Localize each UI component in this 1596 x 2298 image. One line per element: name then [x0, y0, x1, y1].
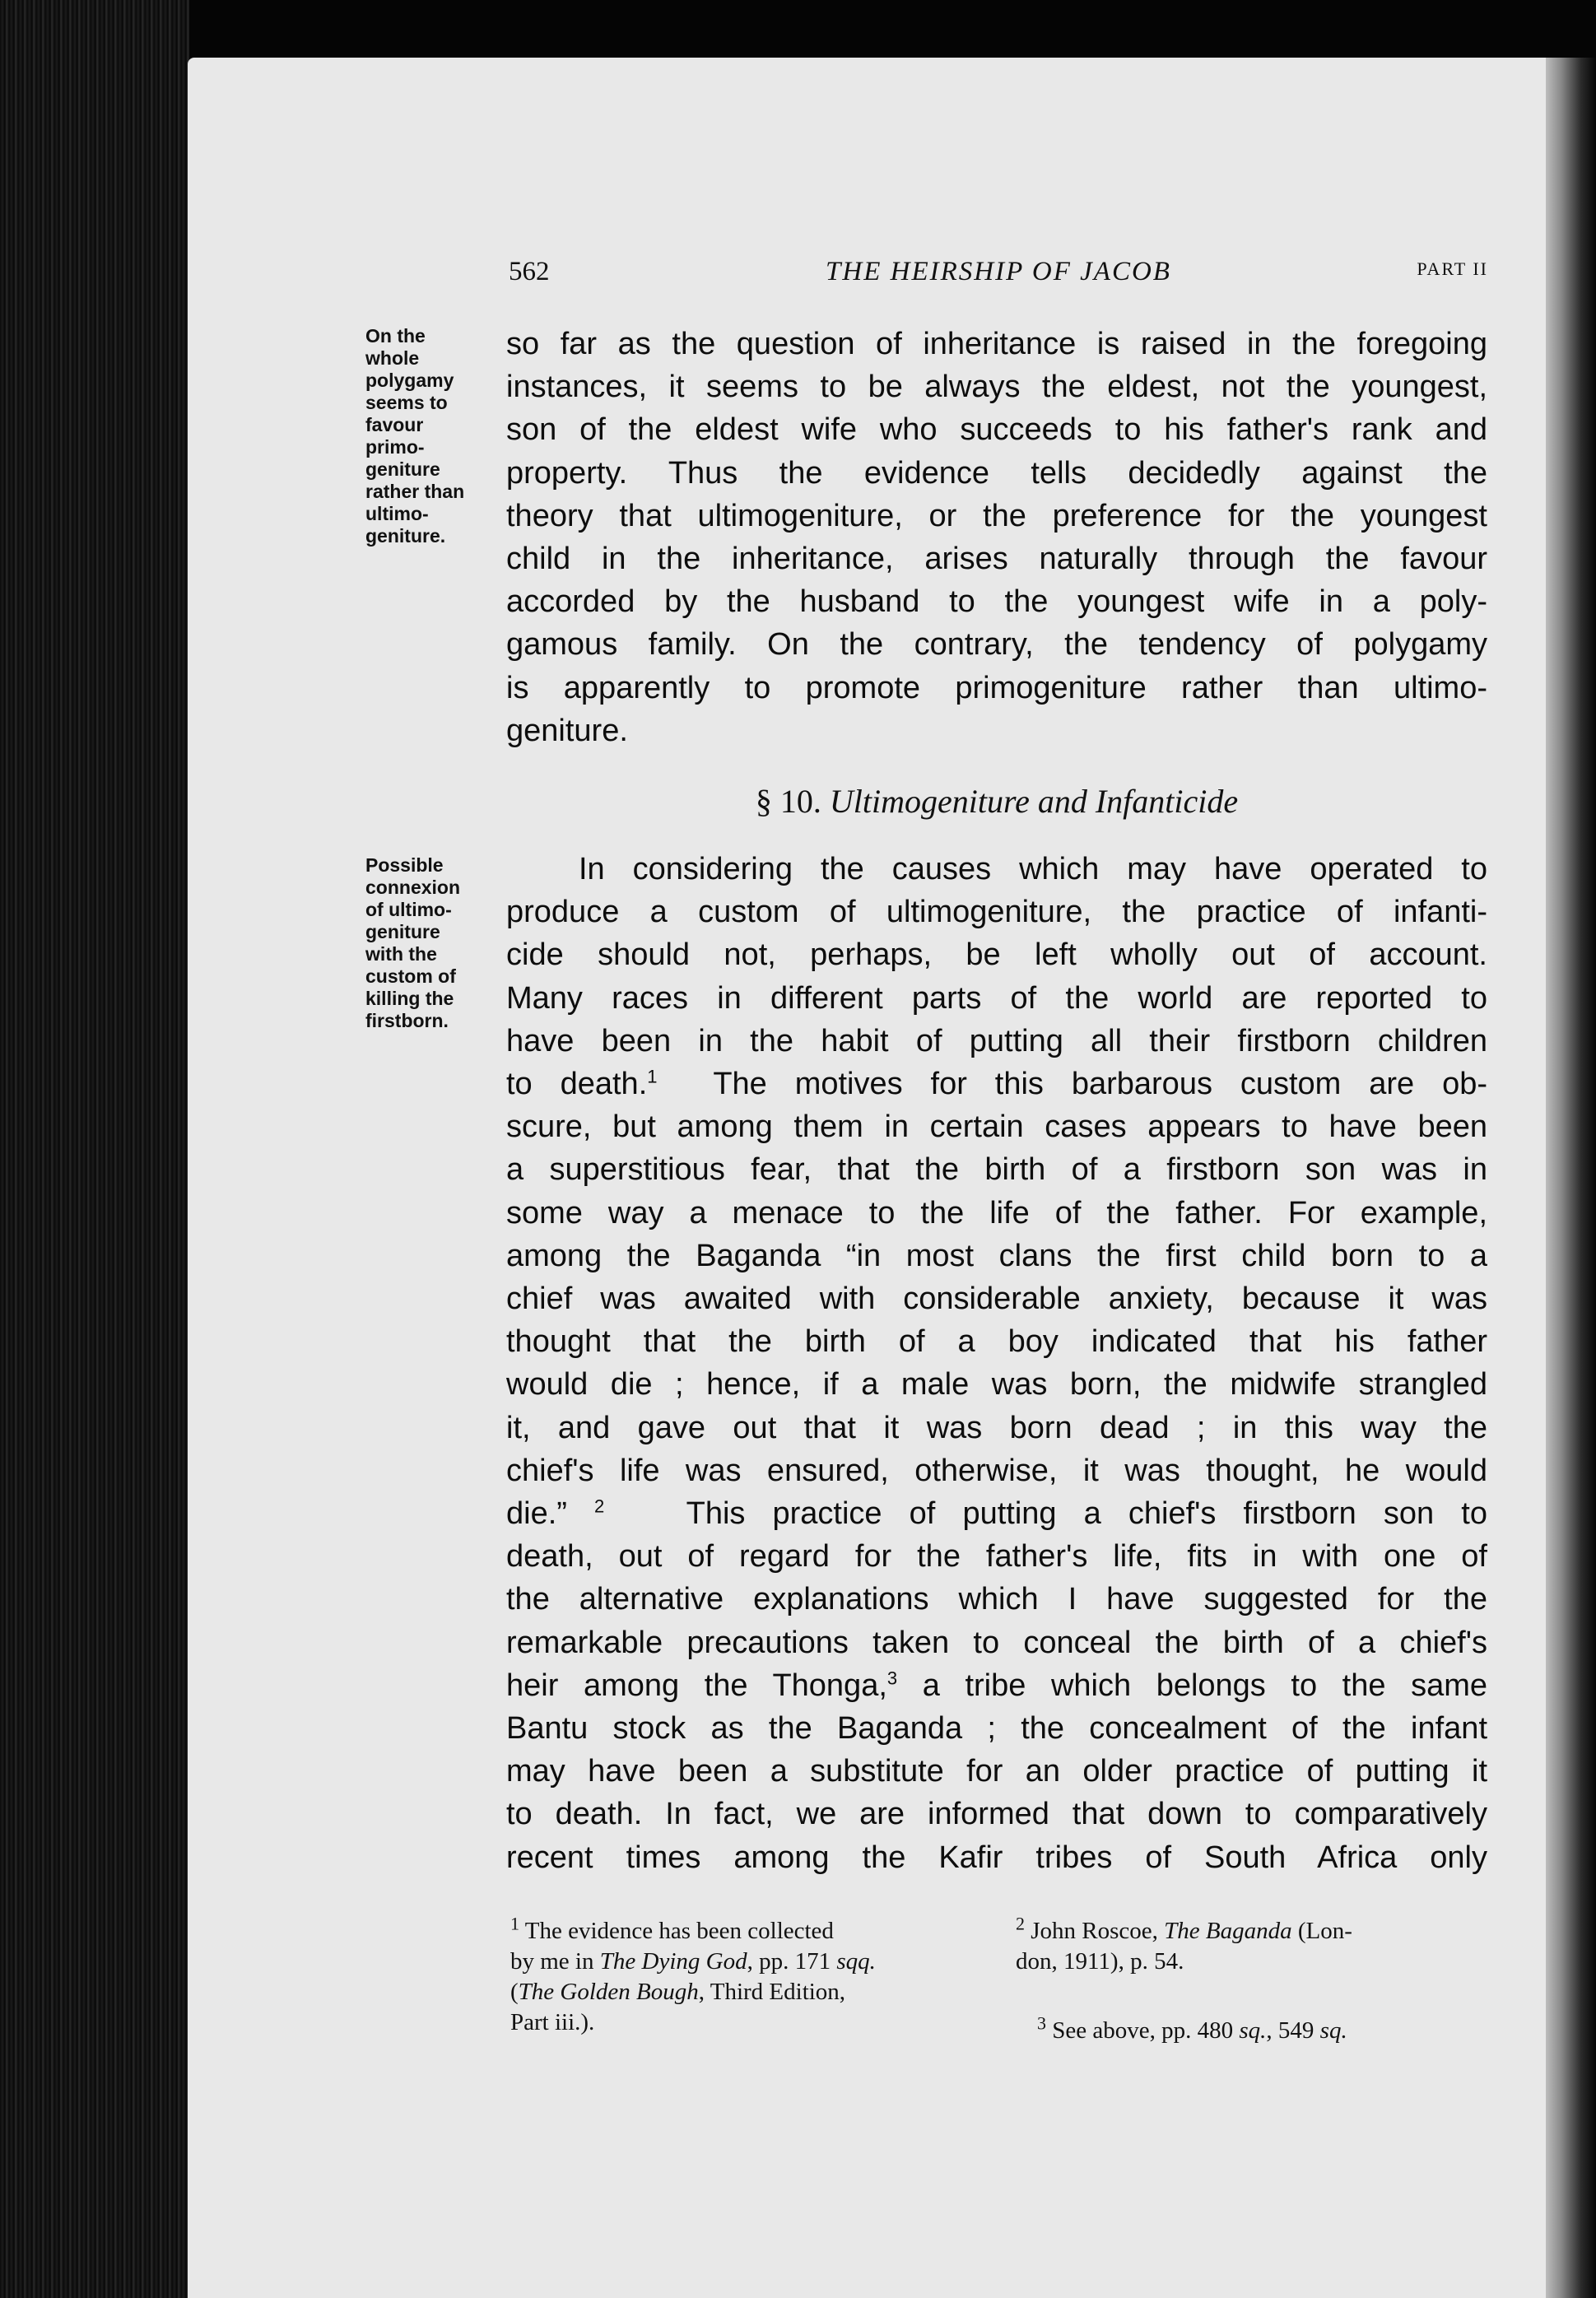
text-line: theory that ultimogeniture, or the preference for the youngest — [506, 498, 1487, 533]
text-span: heir among the Thonga, — [506, 1668, 887, 1703]
footnote-ref: 1 — [647, 1066, 658, 1087]
sidenote-line: rather than — [365, 481, 465, 502]
text-line — [506, 1664, 1487, 1707]
sidenote-infanticide — [365, 854, 497, 1032]
text-line: thought that the birth of a boy indicated that his father — [506, 1324, 1487, 1360]
part-label: PART II — [1417, 258, 1488, 279]
text-line: so far as the question of inheritance is raised in the foregoing — [506, 327, 1487, 361]
paragraph-1 — [506, 323, 1487, 752]
sidenote-line: geniture — [365, 458, 440, 480]
footnote-text: John Roscoe, — [1031, 1918, 1165, 1944]
footnote-text: ( — [510, 1979, 519, 2005]
footnote-text: The evidence has been collected — [524, 1918, 834, 1944]
sidenote-line: custom of — [365, 965, 456, 987]
footnote-marker: 3 — [1037, 2012, 1046, 2034]
footnote-text: don, 1911), p. 54. — [1016, 1948, 1184, 1975]
text-line: In considering the causes which may have operated to — [579, 852, 1487, 886]
footnote-text: , Third Edition, — [698, 1979, 846, 2005]
sidenote-line: seems to — [365, 392, 448, 413]
book-spine — [0, 0, 189, 2298]
text-line: son of the eldest wife who succeeds to his father's rank and — [506, 412, 1487, 448]
footnote-marker: 1 — [510, 1913, 519, 1934]
sidenote-line: primo- — [365, 436, 425, 458]
footnote-ref: 3 — [886, 1668, 898, 1689]
footnote-text: See above, pp. 480 — [1052, 2017, 1240, 2044]
footnote-ref: 2 — [594, 1496, 605, 1517]
text-line: it, and gave out that it was born dead ; in this way the — [506, 1410, 1487, 1445]
text-span: die.” — [506, 1496, 567, 1532]
footnote-text: , pp. 171 — [747, 1948, 837, 1975]
text-span: a tribe which belongs to the same — [922, 1668, 1487, 1703]
text-line — [506, 1063, 1487, 1105]
text-line: death, out of regard for the father's life, fits in with one of — [506, 1539, 1487, 1575]
paragraph-2 — [506, 848, 1487, 1879]
sidenote-line: ultimo- — [365, 503, 429, 524]
footnote-2 — [1016, 1913, 1493, 1977]
footnote-1 — [510, 1913, 971, 2038]
footnote-title: The Baganda — [1164, 1918, 1292, 1944]
sidenote-line: of ultimo- — [365, 899, 452, 920]
footnote-marker: 2 — [1016, 1913, 1025, 1934]
footnote-text: by me in — [510, 1948, 600, 1975]
footnote-abbrev: sqq. — [836, 1948, 876, 1975]
text-line: chief was awaited with considerable anxiety, because it was — [506, 1282, 1487, 1317]
text-line: among the Baganda “in most clans the first child born to a — [506, 1238, 1487, 1273]
section-title: Ultimogeniture and Infanticide — [829, 783, 1239, 820]
running-title: THE HEIRSHIP OF JACOB — [826, 257, 1171, 286]
sidenote-line: geniture — [365, 921, 440, 942]
text-line: Many races in different parts of the world are reported to — [506, 980, 1487, 1016]
sidenote-line: firstborn. — [365, 1010, 449, 1031]
text-span: to death. — [506, 1067, 648, 1102]
section-mark: § 10. — [755, 783, 821, 820]
text-line: to death. In fact, we are informed that down to comparatively — [506, 1797, 1487, 1832]
footnote-text: , 549 — [1266, 2017, 1320, 2044]
footnote-text: Part iii.). — [510, 2009, 595, 2035]
text-line: instances, it seems to be always the eldest, not the youngest, — [506, 370, 1487, 405]
sidenote-polygamy — [365, 325, 497, 547]
sidenote-line: geniture. — [365, 525, 446, 547]
text-line: produce a custom of ultimogeniture, the practice of infanti- — [506, 895, 1487, 930]
text-line: Bantu stock as the Baganda ; the concealment of the infant — [506, 1711, 1487, 1747]
sidenote-line: connexion — [365, 877, 461, 898]
text-line: accorded by the husband to the youngest wife in a poly- — [506, 584, 1487, 620]
sidenote-line: Possible — [365, 854, 444, 876]
text-span: This practice of putting a chief's firstborn son to — [686, 1496, 1487, 1532]
footnote-abbrev: sq. — [1239, 2017, 1267, 2044]
text-line: recent times among the Kafir tribes of South Africa only — [506, 1840, 1487, 1875]
sidenote-line: On the — [365, 325, 426, 347]
text-line: the alternative explanations which I have suggested for the — [506, 1582, 1487, 1617]
page-number: 562 — [509, 257, 550, 286]
text-line: is apparently to promote primogeniture rather than ultimo- — [506, 670, 1487, 705]
footnote-3 — [1037, 2012, 1498, 2046]
text-line: geniture. — [506, 713, 628, 748]
text-line: a superstitious fear, that the birth of a firstborn son was in — [506, 1152, 1487, 1188]
text-line: gamous family. On the contrary, the tendency of polygamy — [506, 627, 1487, 663]
text-line: remarkable precautions taken to conceal the birth of a chief's — [506, 1625, 1487, 1660]
text-line: some way a menace to the life of the father. For example, — [506, 1195, 1487, 1230]
sidenote-line: polygamy — [365, 370, 454, 391]
text-line: cide should not, perhaps, be left wholly out of account. — [506, 937, 1487, 973]
text-line: would die ; hence, if a male was born, the midwife strangled — [506, 1367, 1487, 1403]
sidenote-line: favour — [365, 414, 424, 435]
text-line: child in the inheritance, arises naturally through the favour — [506, 542, 1487, 577]
footnote-text: (Lon- — [1291, 1918, 1352, 1944]
footnote-title: The Golden Bough — [518, 1979, 699, 2005]
sidenote-line: killing the — [365, 988, 454, 1009]
footnote-abbrev: sq. — [1319, 2017, 1347, 2044]
text-line: property. Thus the evidence tells decidedly against the — [506, 455, 1487, 491]
running-header — [509, 257, 1488, 295]
sidenote-line: with the — [365, 943, 437, 965]
text-line — [506, 1492, 1487, 1535]
text-span: The motives for this barbarous custom are ob- — [713, 1067, 1487, 1102]
text-line: may have been a substitute for an older practice of putting it — [506, 1754, 1487, 1789]
page-edge — [1546, 58, 1596, 2298]
sidenote-line: whole — [365, 347, 420, 369]
text-line: chief's life was ensured, otherwise, it was thought, he would — [506, 1453, 1487, 1488]
text-line: scure, but among them in certain cases appears to have been — [506, 1109, 1487, 1145]
footnote-title: The Dying God — [599, 1948, 747, 1975]
text-line: have been in the habit of putting all their firstborn children — [506, 1023, 1487, 1058]
section-heading — [506, 782, 1487, 828]
